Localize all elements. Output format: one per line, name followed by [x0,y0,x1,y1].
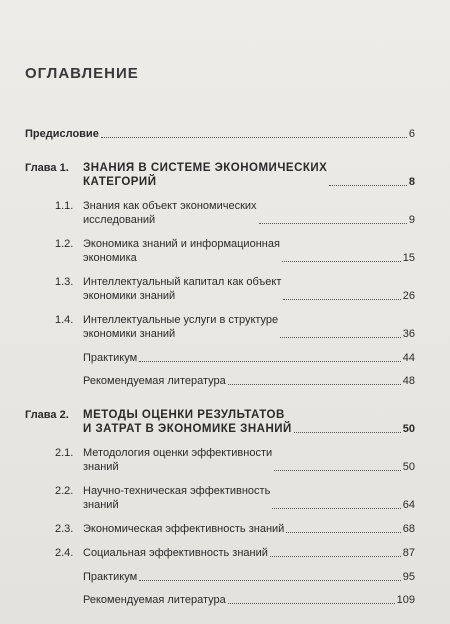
toc-entry-title [83,313,278,341]
toc-entry-title: Рекомендуемая литература [83,375,226,387]
section-number: 1.3. [55,276,74,288]
toc-entry-title [83,275,281,303]
title-line: Научно-техническая эффективность [83,485,271,497]
dot-leader [272,508,400,509]
toc-entry-title [83,408,292,436]
page-number: 9 [408,214,415,226]
dot-leader [286,532,400,533]
page-title: ОГЛАВЛЕНИЕ [25,65,139,82]
chapter-number: Глава 1. [25,162,69,174]
toc-entry-section-1-1[interactable] [25,199,415,227]
toc-entry-title: Практикум [83,352,138,364]
page-number: 50 [402,461,415,473]
toc-entry-title: Рекомендуемая литература [83,594,226,606]
toc-entry-title [83,446,272,474]
title-line: Интеллектуальный капитал как объект [83,276,282,288]
chapter-number: Глава 2. [25,409,69,421]
toc-entry-section-1-2[interactable] [25,237,415,265]
section-number: 1.2. [55,238,74,250]
toc-entry-chapter-1[interactable] [25,161,415,189]
title-line: знаний [83,499,119,511]
section-number: 2.4. [55,547,74,559]
toc-entry-literature-1[interactable] [25,374,415,388]
page-number: 68 [402,523,415,535]
dot-leader [139,580,401,581]
title-line: Экономика знаний и информационная [83,238,280,250]
dot-leader [259,223,407,224]
section-number: 2.3. [55,523,74,535]
title-line: Методология оценки эффективности [83,447,273,459]
dot-leader [282,261,401,262]
toc-entry-title [83,161,327,189]
toc-entry-section-2-4[interactable] [25,546,415,560]
page-number: 87 [402,547,415,559]
title-line: экономика [83,252,137,264]
title-line: КАТЕГОРИЙ [83,176,157,188]
toc-entry-section-2-2[interactable] [25,484,415,512]
dot-leader [294,432,401,433]
section-number: 1.1. [55,200,74,212]
toc-entry-preface[interactable] [25,127,415,141]
toc-entry-chapter-2[interactable] [25,408,415,436]
toc-entry-section-2-3[interactable] [25,522,415,536]
section-number: 2.2. [55,485,74,497]
toc-entry-title [83,199,257,227]
toc-entry-practicum-1[interactable] [25,351,415,365]
title-line: И ЗАТРАТ В ЭКОНОМИКЕ ЗНАНИЙ [83,423,292,435]
toc-entry-title: Экономическая эффективность знаний [83,523,285,535]
dot-leader [228,603,395,604]
toc-entry-section-1-4[interactable] [25,313,415,341]
toc-entry-literature-2[interactable] [25,593,415,607]
title-line: ЗНАНИЯ В СИСТЕМЕ ЭКОНОМИЧЕСКИХ [83,162,328,174]
dot-leader [270,556,401,557]
page-number: 44 [402,352,415,364]
title-line: знаний [83,461,119,473]
toc-entry-practicum-2[interactable] [25,570,415,584]
page-number: 36 [402,328,415,340]
dot-leader [329,185,407,186]
toc-entry-title [83,484,270,512]
dot-leader [283,299,400,300]
page-number: 109 [396,594,415,606]
title-line: Интеллектуальные услуги в структуре [83,314,279,326]
page-number: 6 [408,128,415,140]
title-line: экономики знаний [83,290,176,302]
dot-leader [228,384,401,385]
title-line: экономики знаний [83,328,176,340]
title-line: МЕТОДЫ ОЦЕНКИ РЕЗУЛЬТАТОВ [83,409,285,421]
toc-entry-section-2-1[interactable] [25,446,415,474]
page-number: 15 [402,252,415,264]
title-line: исследований [83,214,156,226]
title-line: Знания как объект экономических [83,200,257,212]
dot-leader [274,470,401,471]
section-number: 1.4. [55,314,74,326]
toc-entry-title: Социальная эффективность знаний [83,547,268,559]
toc-entry-title: Практикум [83,571,138,583]
page-number: 8 [408,176,415,188]
dot-leader [139,361,401,362]
page-number: 95 [402,571,415,583]
page-number: 48 [402,375,415,387]
toc-entry-section-1-3[interactable] [25,275,415,303]
dot-leader [101,137,407,138]
toc-entry-title: Предисловие [25,128,99,140]
toc-entry-title [83,237,280,265]
page-number: 26 [402,290,415,302]
toc-list [25,127,415,607]
dot-leader [280,337,401,338]
section-number: 2.1. [55,447,74,459]
page-number: 64 [402,499,415,511]
page-number: 50 [402,423,415,435]
